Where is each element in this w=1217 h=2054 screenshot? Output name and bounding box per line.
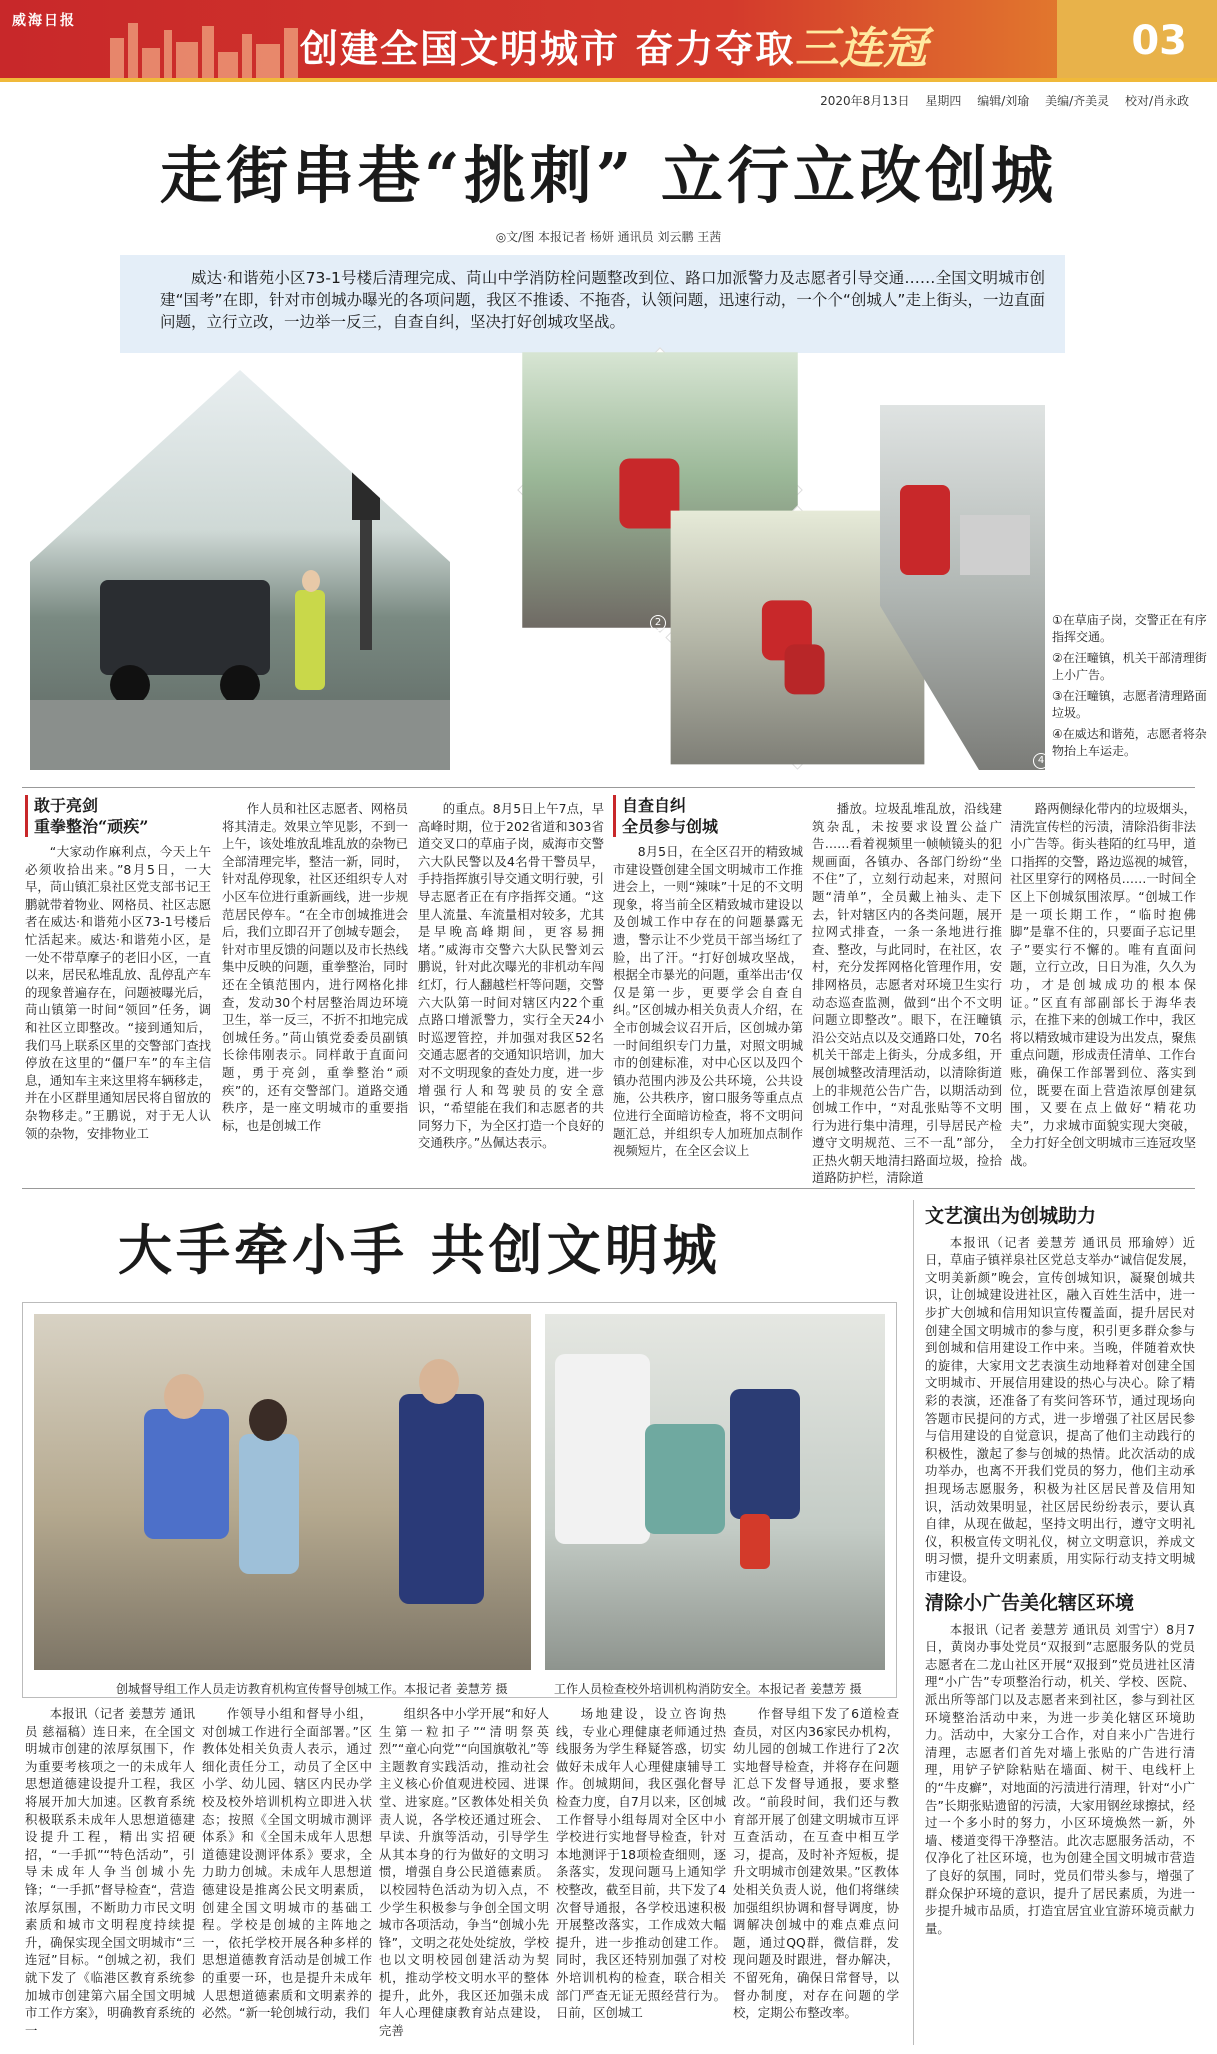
story2-column-2: 作领导小组和督导小组，对创城工作进行全面部署。”区教体处相关负责人表示，通过细化责任分工，动员了全区中小学、幼儿园、辖区内民办学校及校外培训机构立即进入状态；按照《全国文明城市测评体系》和《全国未成年人思想道德建设测评体系》要求，全力助力创城。未成年人思想道德建设是推离公民文明素质，创建全国文明城市的基础工程。学校是创城的主阵地之一，依托学校开展各种多样的思想道德教育活动是创城工作的重要一环，也是提升未成年人思想道德素质和文明素养的必然。“新一轮创城行动，我们: [202, 1706, 372, 2021]
photo-caption-4: ④在威达和谐苑，志愿者将杂物抬上车运走。: [1052, 727, 1207, 758]
story1-column-6: 路两侧绿化带内的垃圾烟头，清洗宣传栏的污渍，清除沿街非法小广告等。街头巷陌的红马甲，道口指挥的交警，路边巡视的城管，社区里穿行的网格员……一时间全区上下创城氛围浓厚。“创城工作是一项长期工作，“临时抱佛脚”是靠不住的，只要面子忘记里子”要实行不懈的。唯有直面问题，立行立改，日日为准，久久为功，才是创城成功的根本保证。”区直有部副部长于海华表示，在推下来的创城工作中，我区将以精致城市建设为出发点，聚焦重点问题，形成责任清单、工作台账，确保工作部署到位、落实到位，既要在面上营造浓厚创建氛围，又要在点上做好“精花功夫”，力求城市面貌实现大突破，全力打好全创文明城市三连冠攻坚战。: [1010, 801, 1196, 1168]
side-story-ads: [925, 1592, 1195, 2045]
editor-credit: 编辑/刘瑜: [977, 94, 1030, 108]
designer-credit: 美编/齐美灵: [1045, 94, 1110, 108]
photo-caption-3: ③在汪疃镇，志愿者清理路面垃圾。: [1052, 689, 1207, 720]
page-banner: [0, 0, 1217, 78]
banner-title: 创建全国文明城市 奋力夺取: [300, 27, 796, 71]
proofreader-credit: 校对/肖永政: [1124, 94, 1189, 108]
story1-column-1: 敢于亮剑 重拳整治“顽疾” “大家动作麻利点，今天上午必须收拾出来。”8月5日，一大早，苘山镇汇泉社区党支部书记王鹏就带着物业、网格员、社区志愿者在威达·和谐苑小区73-1号楼后忙活起来。威达·和谐苑小区，是一处不带草摩子的老旧小区，一直以来，居民私堆乱放、乱停乱产车的现象普遍存在，问题被曝光后，苘山镇第一时间“领回”任务，调和社区立即整改。“接到通知后，我们马上联系区里的交警部门查找停放在这里的“僵尸车”的车主信息，通知车主来这里将车辆移走，并在小区群里通知居民将自留放的杂物移走。”王鹏说，对于无人认领的杂物，安排物业工: [25, 796, 211, 1141]
photo-traffic-police: [30, 370, 450, 770]
photo-caption-1: ①在草庙子岗，交警正在有序指挥交通。: [1052, 613, 1207, 644]
photo-school-visit: [34, 1314, 531, 1670]
story1-column-5: 播放。垃圾乱堆乱放，沿线建筑杂乱，未按要求设置公益广告……看着视频里一帧帧镜头的犯规画面，各镇办、各部门纷纷“坐不住”了，立刻行动起来，对照问题“清单”，全员戴上袖头、走下去，针对辖区内的各类问题，展开拉网式排查，一条一条地进行推查、整改，与此同时，在社区，农村，充分发挥网格化管理作用，安排网格员，志愿者对环境卫生实行动态巡查监测，做到“出个不文明问题立即整改”。眼下，在汪疃镇沿公交站点以及交通路口处，70名机关干部走上街头，分成多组，开展创城整改清理活动，以清除街道上的非规范公告广告，以期活动到创城工作中，“对乱张贴等不文明行为进行集中清理，引导居民产检遵守文明规范、三不一乱”部分，正热火朝天地清扫路面垃圾，捡拾道路防护栏，清除道: [812, 801, 1002, 1186]
page-number: 03: [1131, 18, 1187, 64]
side-column-rule: [913, 1200, 914, 2045]
story1-column-3: 的重点。8月5日上午7点，早高峰时期，位于202省道和303省道交叉口的草庙子岗，威海市交警六大队民警以及4名骨干警员早，手持指挥旗引导交通文明行驶，引导志愿者正在有序指挥交通。“这里人流量、车流量相对较多，尤其是早晚高峰期间，更容易拥堵。”威海市交警六大队民警刘云鹏说，针对此次曝光的非机动车闯红灯，行人翻越栏杆等问题，交警六大队第一时间对辖区内22个重点路口增派警力，实行全天24小时巡逻管控，并加强对我区52名交通志愿者的交通知识培训，加大对不文明现象的查处力度，进一步增强行人和驾驶员的安全意识，“希望能在我们和志愿者的共同努力下，为全区打造一个良好的交通秩序。”丛佩达表示。: [418, 801, 604, 1151]
photo-captions: [1052, 612, 1212, 764]
side1-body: 本报讯（记者 姜慧芳 通讯员 邢瑜婷）近日，草庙子镇祥泉社区党总支举办“诚信促发展，文明美新颜”晚会，宣传创城知识，凝聚创城共识，让创城建设进社区，融入百姓生活中，进一步扩大创城和信用知识宣传覆盖面，提升居民对创建全国文明城市的参与度，积引更多群众参与到创城和信用建设工作中来。当晚，伴随着欢快的旋律，大家用文艺表演生动地释着对创建全国文明城市、开展信用建设的热心与决心。除了精彩的表演，还准备了有奖问答环节，通过现场向答题市民提问的方式，进一步增强了社区居民参与信用建设的自觉意识，提高了他们主动践行的积极性，激起了参与创城的热情。此次活动的成功举办，也离不开我们党员的努力，他们主动承担现场志愿服务，积极为社区居民普及信用知识，活动效果明显，社区居民纷纷表示，要认真自律，从现在做起，坚持文明出行，遵守文明礼仪，积极宣传文明礼仪，树立文明意识，养成文明习惯，提升文明素质，用实际行动支持文明城市建设。: [925, 1234, 1195, 1584]
story2-headline: 大手牵小手 共创文明城: [118, 1218, 721, 1282]
banner-stripe: [0, 78, 1217, 82]
story1-byline: ◎文/图 本报记者 杨妍 通讯员 刘云鹏 王茜: [495, 230, 722, 244]
story1-headline: 走街串巷“挑刺” 立行立改创城: [160, 139, 1057, 212]
issue-weekday: 星期四: [925, 94, 962, 108]
story2-column-3: 组织各中小学开展“和好人生第一粒扣子”“清明祭英烈”“童心向党”“向国旗敬礼”等主题教育实践活动，推动社会主义核心价值观进校园、进课堂、进家庭。”区教体处相关负责人说，各学校还通过班会、早读、升旗等活动，引导学生从其本身的行为做好的文明习惯，增强自身公民道德素质。以校园特色活动为切入点，不少学生积极参与争创全国文明城市各项活动，争当“创城小先锋”，文明之花处处绽放，学校也以文明校园创建活动为契机，推动学校文明水平的整体提升，此外，我区还加强未成年人心理健康教育站点建设，完善: [379, 1706, 549, 2038]
section2-subhead: 自查自纠 全员参与创城: [613, 795, 803, 837]
story1-lead: 威达·和谐苑小区73-1号楼后清理完成、苘山中学消防栓问题整改到位、路口加派警力及志愿者引导交通……全国文明城市创建“国考”在即，针对市创城办曝光的各项问题，我区不推诿、不拖沓，认领问题，迅速行动，一个个“创城人”走上街头，一边直面问题，立行立改，一边举一反三，自查自纠，坚决打好创城攻坚战。: [120, 255, 1065, 353]
section-divider-2: [22, 1188, 1195, 1189]
photo-number-2: 2: [650, 615, 666, 631]
photo-number-3: 3: [960, 753, 976, 769]
story2-caption-right: 工作人员检查校外培训机构消防安全。本报记者 姜慧芳 摄: [554, 1682, 862, 1696]
banner-slogan-brush: 三连冠: [795, 23, 927, 74]
photo-number-4: 4: [1033, 753, 1049, 769]
side2-headline: 清除小广告美化辖区环境: [925, 1592, 1135, 1614]
newspaper-logo: 威海日报: [12, 13, 76, 29]
story1-column-4: 自查自纠 全员参与创城 8月5日，在全区召开的精致城市建设暨创建全国文明城市工作推进会上，一则“辣味”十足的不文明现象，将当前全区精致城市建设以及创城工作中存在的问题暴露无遗，警示让不少党员干部当场红了脸，出了汗。“打好创城攻坚战，根据全市暴光的问题，重举出击‘仅仅是第一步，更要学会自查自纠。”区创城办相关负责人介绍，在全市创城会议召开后，区创城办第一时间组织专门力量，对照文明城市的创建标准，对中心区以及四个镇办范围内涉及公共环境，公共设施，公共秩序，窗口服务等重点点位进行全面暗访检查，将不文明问题汇总，并组织专人加班加点制作视频短片，在全区会议上: [613, 796, 803, 1159]
side1-headline: 文艺演出为创城助力: [925, 1205, 1097, 1227]
dateline: [808, 92, 1189, 109]
section-divider: [22, 787, 1195, 788]
story1-column-2: 作人员和社区志愿者、网格员将其清走。效果立竿见影，不到一上午，该处堆放乱堆乱放的杂物已全部清理完毕，整洁一新，同时，针对乱停现象，社区还组织专人对小区车位进行重新画线，进一步规范居民停车。“在全市创城推进会后，我们立即召开了创城专题会，针对市里反馈的问题以及市长热线集中反映的问题，重拳整治，同时还在全镇范围内，进行网格化排查，发动30个村居整治周边环境卫生，举一反三，不折不扣地完成创城任务。”苘山镇党委委员副镇长徐伟刚表示。同样敢于直面问题，勇于亮剑，重拳整治“顽疾”的，还有交警部门。道路交通秩序，是一座文明城市的重要指标，也是创城工作: [222, 801, 408, 1133]
story2-column-4: 场地建设，设立咨询热线，专业心理健康老师通过热线服务为学生释疑答惑，切实做好未成年人心理健康辅导工作。创城期间，我区强化督导检查力度，自7月以来，区创城工作督导小组每周对全区中小学校进行实地督导检查，针对本地测评于18项检查细则，逐条落实，发现问题马上通知学校整改，截至目前，共下发了4次督导通报，各学校迅速积极开展整改落实，工作成效大幅提升，进一步推动创建工作。同时，我区还特别加强了对校外培训机构的检查，联合相关部门严查无证无照经营行为。日前，区创城工: [556, 1706, 726, 2021]
story2-column-5: 作督导组下发了6道检查查员，对区内36家民办机构，幼儿园的创城工作进行了2次实地督导检查，并将存在问题汇总下发督导通报，要求整改。“前段时间，我们还与教育部开展了创建文明城市互评互查活动，在互查中相互学习，提高，及时补齐短板，提升文明城市创建效果。”区教体处相关负责人说，他们将继续加强组织协调和督导调度，协调解决创城中的难点难点问题，通过QQ群，微信群，发现问题及时跟进，督办解决，不留死角，确保日常督导，以督办制度，对存在问题的学校，定期公布整改率。: [733, 1706, 899, 2021]
story2-caption-left: 创城督导组工作人员走访教育机构宣传督导创城工作。本报记者 姜慧芳 摄: [116, 1682, 508, 1696]
side-story-performance: [925, 1205, 1195, 1584]
skyline-decoration: [110, 18, 310, 78]
side2-body: 本报讯（记者 姜慧芳 通讯员 刘雪宁）8月7日，黄岗办事处党员“双报到”志愿服务队的党员志愿者在二龙山社区开展“双报到”党员进社区清理“小广告”专项整治行动，机关、学校、医院、派出所等部门以及志愿者来到社区，参与到社区环境整治活动中来，为进一步美化辖区环境助力。活动中，大家分工合作，对自来小广告进行清理，志愿者们首先对墙上张贴的广告进行清理，用铲子铲除粘贴在墙面、树干、电线杆上的“牛皮癣”，对地面的污渍进行清理，针对“小广告”长期张贴遗留的污渍，大家用钢丝球擦拭，经过一个多小时的努力，小区环境焕然一新，外墙、楼道变得干净整洁。此次志愿服务活动，不仅净化了社区环境，也为创建全国文明城市营造了良好的氛围，同时，党员们带头参与，增强了群众保护环境的意识，提升了居民素质，为进一步提升城市品质，打造宜居宜业宜游环境贡献力量。: [925, 1621, 1195, 1936]
photo-caption-2: ②在汪疃镇，机关干部清理街上小广告。: [1052, 651, 1207, 682]
issue-date: 2020年8月13日: [820, 94, 910, 108]
story2-column-1: 本报讯（记者 姜慧芳 通讯员 慈福稿）连日来，在全国文明城市创建的浓厚氛围下，作为重要考核项之一的未成年人思想道德建设提升工程，我区将展开加大加速。区教育系统积极联系未成年人思想道德建设提升工程，精出实招硬招，“一手抓”“特色活动”，引导未成年人争当创城小先锋；“一手抓”督导检查“，营造浓厚氛围，不断助力市民文明素质和城市文明程度持续提升，确保实现全国文明城市“三连冠”目标。“创城之初，我们就下发了《临港区教育系统参加城市创建第六届全国文明城市工作方案》，明确教育系统的一: [25, 1706, 195, 2038]
section1-subhead: 敢于亮剑 重拳整治“顽疾”: [25, 795, 211, 837]
photo-fire-safety: [545, 1314, 885, 1670]
